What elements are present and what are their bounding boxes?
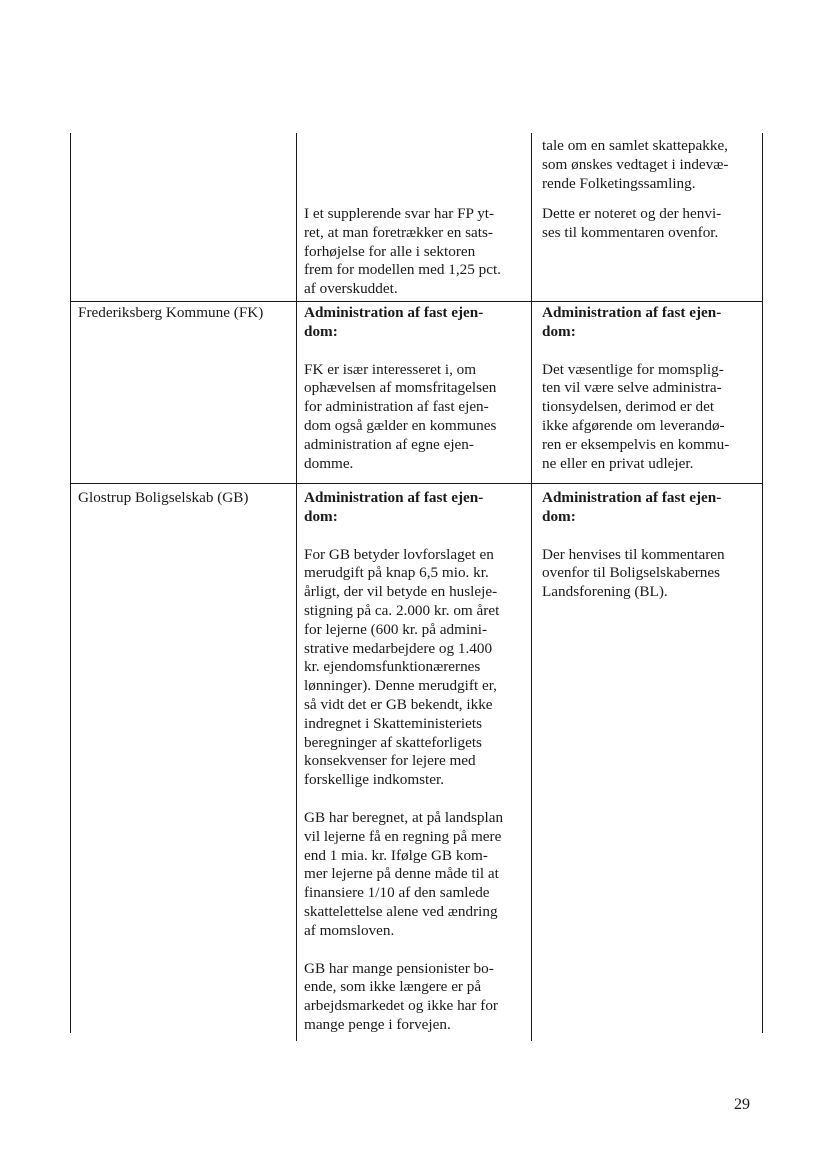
row3-comment-cell: [542, 489, 760, 602]
row2-organization-name: Frederiksberg Kommune (FK): [78, 304, 264, 321]
row1-comment-cell: [542, 205, 760, 243]
table-col-divider-1: [296, 133, 297, 1041]
table-col-divider-2: [531, 133, 532, 1041]
row3-statement-heading: Administration af fast ejen- dom:: [304, 489, 484, 525]
table-row-divider-2: [70, 483, 763, 484]
row2-comment-heading: Administration af fast ejen- dom:: [542, 304, 722, 340]
row2-comment-text: Det væsentlige for momsplig- ten vil være selve administra- tionsydelsen, derimod er det ikke afgørende om leverandø- ren er eksempelvis en kommu- ne eller en privat udlejer.: [542, 360, 730, 472]
row0-comment-cell: [542, 137, 760, 193]
row1-statement-text: I et supplerende svar har FP yt- ret, at man foretrækker en sats- forhøjelse for alle i sektoren frem for modellen med 1,25 pct. af overskuddet.: [304, 205, 501, 298]
row3-organization-name: Glostrup Boligselskab (GB): [78, 489, 249, 506]
table-left-border: [70, 133, 71, 1033]
table-right-border: [762, 133, 763, 1033]
row3-comment-heading: Administration af fast ejen- dom:: [542, 489, 722, 525]
row3-comment-text: Der henvises til kommentaren ovenfor til Boligselskabernes Landsforening (BL).: [542, 545, 725, 601]
page-number: 29: [734, 1096, 750, 1113]
row2-comment-cell: [542, 304, 760, 473]
row1-statement-cell: [304, 205, 528, 299]
row2-statement-heading: Administration af fast ejen- dom:: [304, 304, 484, 340]
row3-statement-para-3: GB har mange pensionister bo- ende, som ikke længere er på arbejdsmarkedet og ikke har for mange penge i forvejen.: [304, 959, 498, 1033]
row3-statement-para-1: For GB betyder lovforslaget en merudgift på knap 6,5 mio. kr. årligt, der vil betyde en husleje- stigning på ca. 2.000 kr. om året for lejerne (600 kr. på admini- strative medarbejdere og 1.400 kr. ejendomsfunktionærernes lønninger). Denne merudgift er, så vidt det er GB bekendt, ikke indregnet i Skatteministeriets beregninger af skatteforligets konsekvenser for lejere med forskellige indkomster.: [304, 545, 500, 789]
row2-statement-cell: [304, 304, 528, 473]
row3-statement-cell: [304, 489, 528, 1035]
table-row-divider-1: [70, 301, 763, 302]
row0-comment-text: tale om en samlet skattepakke, som ønskes vedtaget i indevæ- rende Folketingssamling.: [542, 137, 729, 192]
row2-statement-text: FK er især interesseret i, om ophævelsen af momsfritagelsen for administration af fast ejen- dom også gælder en kommunes administration af egne ejen- domme.: [304, 360, 497, 472]
row3-statement-para-2: GB har beregnet, at på landsplan vil lejerne få en regning på mere end 1 mia. kr. Ifølge GB kom- mer lejerne på denne måde til at finansiere 1/10 af den samlede skattelettelse alene ved ændring af momsloven.: [304, 808, 504, 939]
row1-comment-text: Dette er noteret og der henvi- ses til kommentaren ovenfor.: [542, 205, 722, 241]
